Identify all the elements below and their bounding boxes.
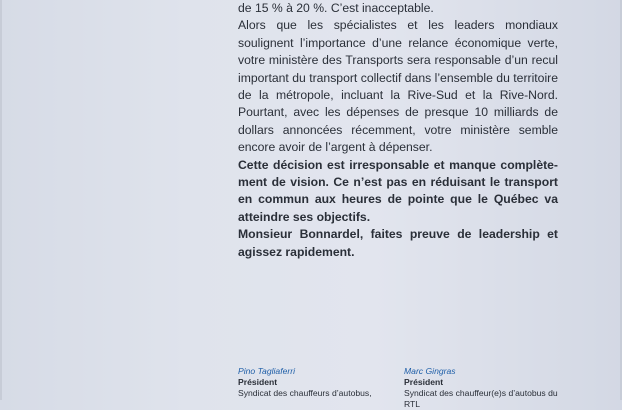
signature-role: Président: [404, 377, 444, 387]
paragraph-1: Alors que les spécialistes et les leaders mondiaux soulignent l’importance d’une relance économique verte, votre ministère des Transports sera responsable d’un recul important du transport collectif dans l’ensemble du territoire de la métropole, incluant la Rive-Sud et la Rive-Nord. Pourtant, avec les dépenses de presque 10 milliards de dollars annoncées récemment, votre ministère semble encore avoir de l’argent à dépenser.: [238, 18, 558, 155]
paragraph-3: Monsieur Bonnardel, faites preuve de leadership et agissez rapidement.: [238, 227, 558, 259]
paragraph-2: Cette décision est irresponsable et manque complète-ment de vision. Ce n’est pas en réduisant le transport en commun aux heures de pointe que le Québec va atteindre ses objectifs.: [238, 157, 558, 224]
signature-1: [238, 366, 408, 399]
signature-name: Pino Tagliaferri: [238, 366, 296, 376]
signature-name: Marc Gingras: [404, 366, 456, 376]
signature-role: Président: [238, 377, 278, 387]
signature-org: Syndicat des chauffeurs d’autobus,: [238, 388, 372, 398]
signature-org: Syndicat des chauffeur(e)s d’autobus du RTL: [404, 388, 558, 409]
letter-body: [238, 0, 558, 261]
fragment-top: de 15 % à 20 %. C’est inacceptable.: [238, 1, 434, 15]
signature-2: [404, 366, 574, 410]
